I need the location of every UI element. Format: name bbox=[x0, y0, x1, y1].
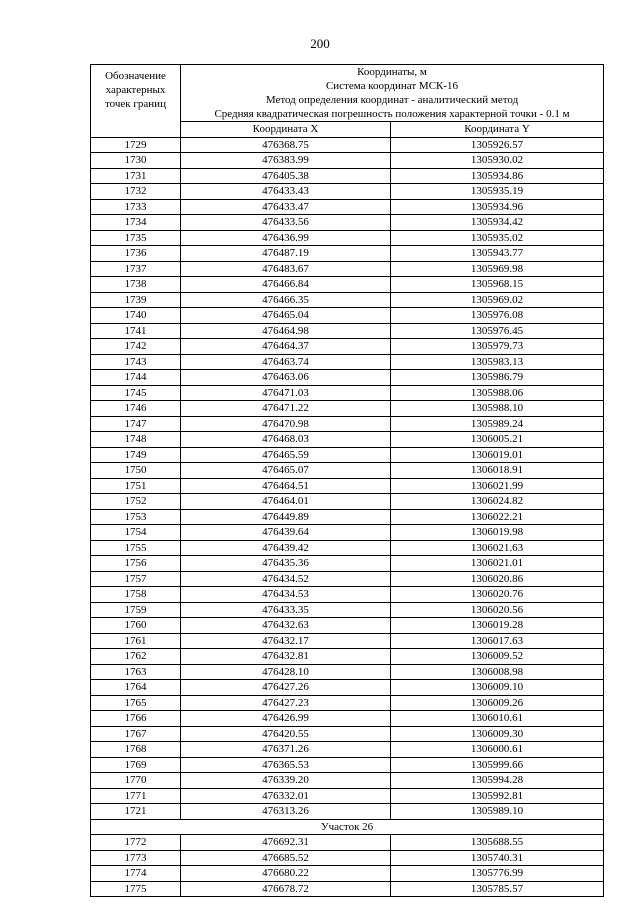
coord-y-cell: 1306020.76 bbox=[391, 587, 604, 603]
coord-y-cell: 1306020.86 bbox=[391, 571, 604, 587]
point-id-cell: 1767 bbox=[91, 726, 181, 742]
point-id-cell: 1764 bbox=[91, 680, 181, 696]
coord-y-cell: 1305983.13 bbox=[391, 354, 604, 370]
point-id-cell: 1775 bbox=[91, 881, 181, 897]
coord-x-cell: 476439.42 bbox=[181, 540, 391, 556]
coord-x-cell: 476434.53 bbox=[181, 587, 391, 603]
coord-y-cell: 1305968.15 bbox=[391, 277, 604, 293]
table-row bbox=[91, 602, 604, 618]
table-row bbox=[91, 804, 604, 820]
section-row bbox=[91, 819, 604, 835]
table-row bbox=[91, 277, 604, 293]
point-id-cell: 1740 bbox=[91, 308, 181, 324]
coord-x-cell: 476383.99 bbox=[181, 153, 391, 169]
table-row bbox=[91, 680, 604, 696]
coord-x-cell: 476466.35 bbox=[181, 292, 391, 308]
coord-x-cell: 476471.22 bbox=[181, 401, 391, 417]
coord-y-cell: 1306021.63 bbox=[391, 540, 604, 556]
point-id-cell: 1760 bbox=[91, 618, 181, 634]
point-id-cell: 1721 bbox=[91, 804, 181, 820]
table-row bbox=[91, 463, 604, 479]
table-row bbox=[91, 246, 604, 262]
coord-x-cell: 476678.72 bbox=[181, 881, 391, 897]
table-row bbox=[91, 773, 604, 789]
coord-y-cell: 1305934.96 bbox=[391, 199, 604, 215]
coord-y-cell: 1306005.21 bbox=[391, 432, 604, 448]
table-body bbox=[91, 65, 604, 897]
coord-y-cell: 1305943.77 bbox=[391, 246, 604, 262]
coord-y-cell: 1306009.52 bbox=[391, 649, 604, 665]
table-row bbox=[91, 215, 604, 231]
coordinates-header bbox=[181, 65, 604, 122]
header-right-line1: Координаты, м bbox=[357, 66, 427, 78]
coord-y-cell: 1305989.10 bbox=[391, 804, 604, 820]
table-row bbox=[91, 695, 604, 711]
coord-x-cell: 476464.37 bbox=[181, 339, 391, 355]
table-row bbox=[91, 230, 604, 246]
coord-x-cell: 476365.53 bbox=[181, 757, 391, 773]
table-row bbox=[91, 525, 604, 541]
table-row bbox=[91, 153, 604, 169]
coord-x-cell: 476466.84 bbox=[181, 277, 391, 293]
point-id-cell: 1742 bbox=[91, 339, 181, 355]
header-left-line1: Обозначение bbox=[105, 70, 166, 82]
table-row bbox=[91, 168, 604, 184]
coord-y-cell: 1306000.61 bbox=[391, 742, 604, 758]
table-row bbox=[91, 385, 604, 401]
coord-x-cell: 476449.89 bbox=[181, 509, 391, 525]
table-header-row bbox=[91, 65, 604, 122]
point-id-cell: 1732 bbox=[91, 184, 181, 200]
coord-x-cell: 476465.07 bbox=[181, 463, 391, 479]
table-row bbox=[91, 416, 604, 432]
point-id-cell: 1731 bbox=[91, 168, 181, 184]
table-row bbox=[91, 478, 604, 494]
coord-x-cell: 476432.63 bbox=[181, 618, 391, 634]
point-id-cell: 1746 bbox=[91, 401, 181, 417]
coord-y-cell: 1305740.31 bbox=[391, 850, 604, 866]
table-row bbox=[91, 850, 604, 866]
point-id-cell: 1751 bbox=[91, 478, 181, 494]
point-id-cell: 1758 bbox=[91, 587, 181, 603]
point-id-cell: 1759 bbox=[91, 602, 181, 618]
coord-y-cell: 1305969.02 bbox=[391, 292, 604, 308]
coord-x-cell: 476371.26 bbox=[181, 742, 391, 758]
coord-y-cell: 1306019.98 bbox=[391, 525, 604, 541]
point-id-cell: 1733 bbox=[91, 199, 181, 215]
coord-y-cell: 1305926.57 bbox=[391, 137, 604, 153]
coord-x-cell: 476465.04 bbox=[181, 308, 391, 324]
table-row bbox=[91, 401, 604, 417]
point-id-cell: 1752 bbox=[91, 494, 181, 510]
coord-x-cell: 476439.64 bbox=[181, 525, 391, 541]
point-id-cell: 1738 bbox=[91, 277, 181, 293]
coord-y-cell: 1305992.81 bbox=[391, 788, 604, 804]
table-row bbox=[91, 633, 604, 649]
coord-y-cell: 1305776.99 bbox=[391, 866, 604, 882]
coord-x-cell: 476313.26 bbox=[181, 804, 391, 820]
coord-x-cell: 476339.20 bbox=[181, 773, 391, 789]
table-row bbox=[91, 711, 604, 727]
point-id-cell: 1770 bbox=[91, 773, 181, 789]
coord-x-cell: 476426.99 bbox=[181, 711, 391, 727]
point-id-cell: 1774 bbox=[91, 866, 181, 882]
coord-y-cell: 1306022.21 bbox=[391, 509, 604, 525]
coord-x-cell: 476685.52 bbox=[181, 850, 391, 866]
coord-x-cell: 476420.55 bbox=[181, 726, 391, 742]
point-id-cell: 1741 bbox=[91, 323, 181, 339]
point-id-cell: 1769 bbox=[91, 757, 181, 773]
coord-x-cell: 476435.36 bbox=[181, 556, 391, 572]
coord-x-cell: 476432.81 bbox=[181, 649, 391, 665]
coord-y-cell: 1306009.26 bbox=[391, 695, 604, 711]
table-row bbox=[91, 261, 604, 277]
coord-y-cell: 1306019.28 bbox=[391, 618, 604, 634]
coord-y-cell: 1306024.82 bbox=[391, 494, 604, 510]
coord-x-cell: 476368.75 bbox=[181, 137, 391, 153]
coord-y-cell: 1305969.98 bbox=[391, 261, 604, 277]
table-row bbox=[91, 664, 604, 680]
coord-y-cell: 1306019.01 bbox=[391, 447, 604, 463]
point-id-cell: 1754 bbox=[91, 525, 181, 541]
point-id-cell: 1755 bbox=[91, 540, 181, 556]
coord-x-cell: 476692.31 bbox=[181, 835, 391, 851]
coord-y-cell: 1306010.61 bbox=[391, 711, 604, 727]
coord-y-cell: 1305934.86 bbox=[391, 168, 604, 184]
table-row bbox=[91, 742, 604, 758]
coord-x-cell: 476433.56 bbox=[181, 215, 391, 231]
coord-y-cell: 1306021.01 bbox=[391, 556, 604, 572]
coord-x-cell: 476463.74 bbox=[181, 354, 391, 370]
coord-y-cell: 1305999.66 bbox=[391, 757, 604, 773]
table-row bbox=[91, 556, 604, 572]
coord-x-cell: 476428.10 bbox=[181, 664, 391, 680]
coord-x-cell: 476433.43 bbox=[181, 184, 391, 200]
header-right-line3: Метод определения координат - аналитический метод bbox=[265, 94, 519, 106]
coord-y-cell: 1305688.55 bbox=[391, 835, 604, 851]
header-right-line4: Средняя квадратическая погрешность положения характерной точки - 0.1 м bbox=[214, 108, 570, 120]
col-x-header: Координата X bbox=[181, 122, 391, 138]
coord-y-cell: 1305979.73 bbox=[391, 339, 604, 355]
table-row bbox=[91, 432, 604, 448]
table-row bbox=[91, 788, 604, 804]
col-y-header: Координата Y bbox=[391, 122, 604, 138]
coord-y-cell: 1305988.06 bbox=[391, 385, 604, 401]
coord-y-cell: 1306009.30 bbox=[391, 726, 604, 742]
coord-x-cell: 476483.67 bbox=[181, 261, 391, 277]
coord-x-cell: 476465.59 bbox=[181, 447, 391, 463]
table-row bbox=[91, 726, 604, 742]
point-id-cell: 1735 bbox=[91, 230, 181, 246]
point-id-cell: 1736 bbox=[91, 246, 181, 262]
coord-y-cell: 1306017.63 bbox=[391, 633, 604, 649]
table-row bbox=[91, 339, 604, 355]
coordinates-table bbox=[90, 64, 604, 897]
coord-y-cell: 1306020.56 bbox=[391, 602, 604, 618]
table-row bbox=[91, 308, 604, 324]
coord-x-cell: 476468.03 bbox=[181, 432, 391, 448]
page-number: 200 bbox=[310, 36, 330, 51]
table-row bbox=[91, 881, 604, 897]
table-row bbox=[91, 835, 604, 851]
point-id-cell: 1734 bbox=[91, 215, 181, 231]
coord-x-cell: 476464.51 bbox=[181, 478, 391, 494]
coord-x-cell: 476470.98 bbox=[181, 416, 391, 432]
table-row bbox=[91, 571, 604, 587]
header-left-line3: точек границ bbox=[105, 98, 166, 110]
point-id-cell: 1756 bbox=[91, 556, 181, 572]
point-id-cell: 1729 bbox=[91, 137, 181, 153]
point-id-cell: 1765 bbox=[91, 695, 181, 711]
table-row bbox=[91, 540, 604, 556]
point-id-cell: 1749 bbox=[91, 447, 181, 463]
table-row bbox=[91, 618, 604, 634]
coord-x-cell: 476471.03 bbox=[181, 385, 391, 401]
table-row bbox=[91, 649, 604, 665]
point-id-cell: 1743 bbox=[91, 354, 181, 370]
coord-y-cell: 1305976.45 bbox=[391, 323, 604, 339]
point-id-cell: 1761 bbox=[91, 633, 181, 649]
coord-y-cell: 1306018.91 bbox=[391, 463, 604, 479]
point-id-cell: 1757 bbox=[91, 571, 181, 587]
coord-y-cell: 1305976.08 bbox=[391, 308, 604, 324]
coord-y-cell: 1305989.24 bbox=[391, 416, 604, 432]
coord-y-cell: 1305934.42 bbox=[391, 215, 604, 231]
point-designation-header bbox=[91, 65, 181, 138]
point-id-cell: 1771 bbox=[91, 788, 181, 804]
table-row bbox=[91, 354, 604, 370]
point-id-cell: 1762 bbox=[91, 649, 181, 665]
coord-x-cell: 476433.35 bbox=[181, 602, 391, 618]
coord-x-cell: 476680.22 bbox=[181, 866, 391, 882]
coord-y-cell: 1305930.02 bbox=[391, 153, 604, 169]
table-row bbox=[91, 509, 604, 525]
coord-y-cell: 1305935.19 bbox=[391, 184, 604, 200]
point-id-cell: 1739 bbox=[91, 292, 181, 308]
coord-y-cell: 1306021.99 bbox=[391, 478, 604, 494]
coord-y-cell: 1305994.28 bbox=[391, 773, 604, 789]
coord-y-cell: 1306008.98 bbox=[391, 664, 604, 680]
table-row bbox=[91, 184, 604, 200]
coord-x-cell: 476464.01 bbox=[181, 494, 391, 510]
point-id-cell: 1747 bbox=[91, 416, 181, 432]
point-id-cell: 1750 bbox=[91, 463, 181, 479]
table-row bbox=[91, 323, 604, 339]
coord-y-cell: 1305785.57 bbox=[391, 881, 604, 897]
coord-y-cell: 1305935.02 bbox=[391, 230, 604, 246]
coord-x-cell: 476463.06 bbox=[181, 370, 391, 386]
coord-x-cell: 476487.19 bbox=[181, 246, 391, 262]
point-id-cell: 1768 bbox=[91, 742, 181, 758]
point-id-cell: 1737 bbox=[91, 261, 181, 277]
header-right-line2: Система координат МСК-16 bbox=[325, 80, 459, 92]
coord-x-cell: 476427.26 bbox=[181, 680, 391, 696]
point-id-cell: 1773 bbox=[91, 850, 181, 866]
point-id-cell: 1744 bbox=[91, 370, 181, 386]
table-row bbox=[91, 199, 604, 215]
table-row bbox=[91, 370, 604, 386]
point-id-cell: 1748 bbox=[91, 432, 181, 448]
table-row bbox=[91, 587, 604, 603]
table-row bbox=[91, 447, 604, 463]
coord-x-cell: 476432.17 bbox=[181, 633, 391, 649]
table-row bbox=[91, 292, 604, 308]
point-id-cell: 1772 bbox=[91, 835, 181, 851]
coord-y-cell: 1305986.79 bbox=[391, 370, 604, 386]
table-row bbox=[91, 494, 604, 510]
coord-x-cell: 476433.47 bbox=[181, 199, 391, 215]
coord-y-cell: 1305988.10 bbox=[391, 401, 604, 417]
coord-x-cell: 476464.98 bbox=[181, 323, 391, 339]
coord-y-cell: 1306009.10 bbox=[391, 680, 604, 696]
point-id-cell: 1730 bbox=[91, 153, 181, 169]
table-row bbox=[91, 757, 604, 773]
coord-x-cell: 476436.99 bbox=[181, 230, 391, 246]
coord-x-cell: 476434.52 bbox=[181, 571, 391, 587]
section-label: Участок 26 bbox=[91, 819, 604, 835]
point-id-cell: 1766 bbox=[91, 711, 181, 727]
point-id-cell: 1763 bbox=[91, 664, 181, 680]
coord-x-cell: 476332.01 bbox=[181, 788, 391, 804]
point-id-cell: 1753 bbox=[91, 509, 181, 525]
table-row bbox=[91, 137, 604, 153]
point-id-cell: 1745 bbox=[91, 385, 181, 401]
header-left-line2: характерных bbox=[105, 84, 166, 96]
table-row bbox=[91, 866, 604, 882]
coord-x-cell: 476405.38 bbox=[181, 168, 391, 184]
coord-x-cell: 476427.23 bbox=[181, 695, 391, 711]
